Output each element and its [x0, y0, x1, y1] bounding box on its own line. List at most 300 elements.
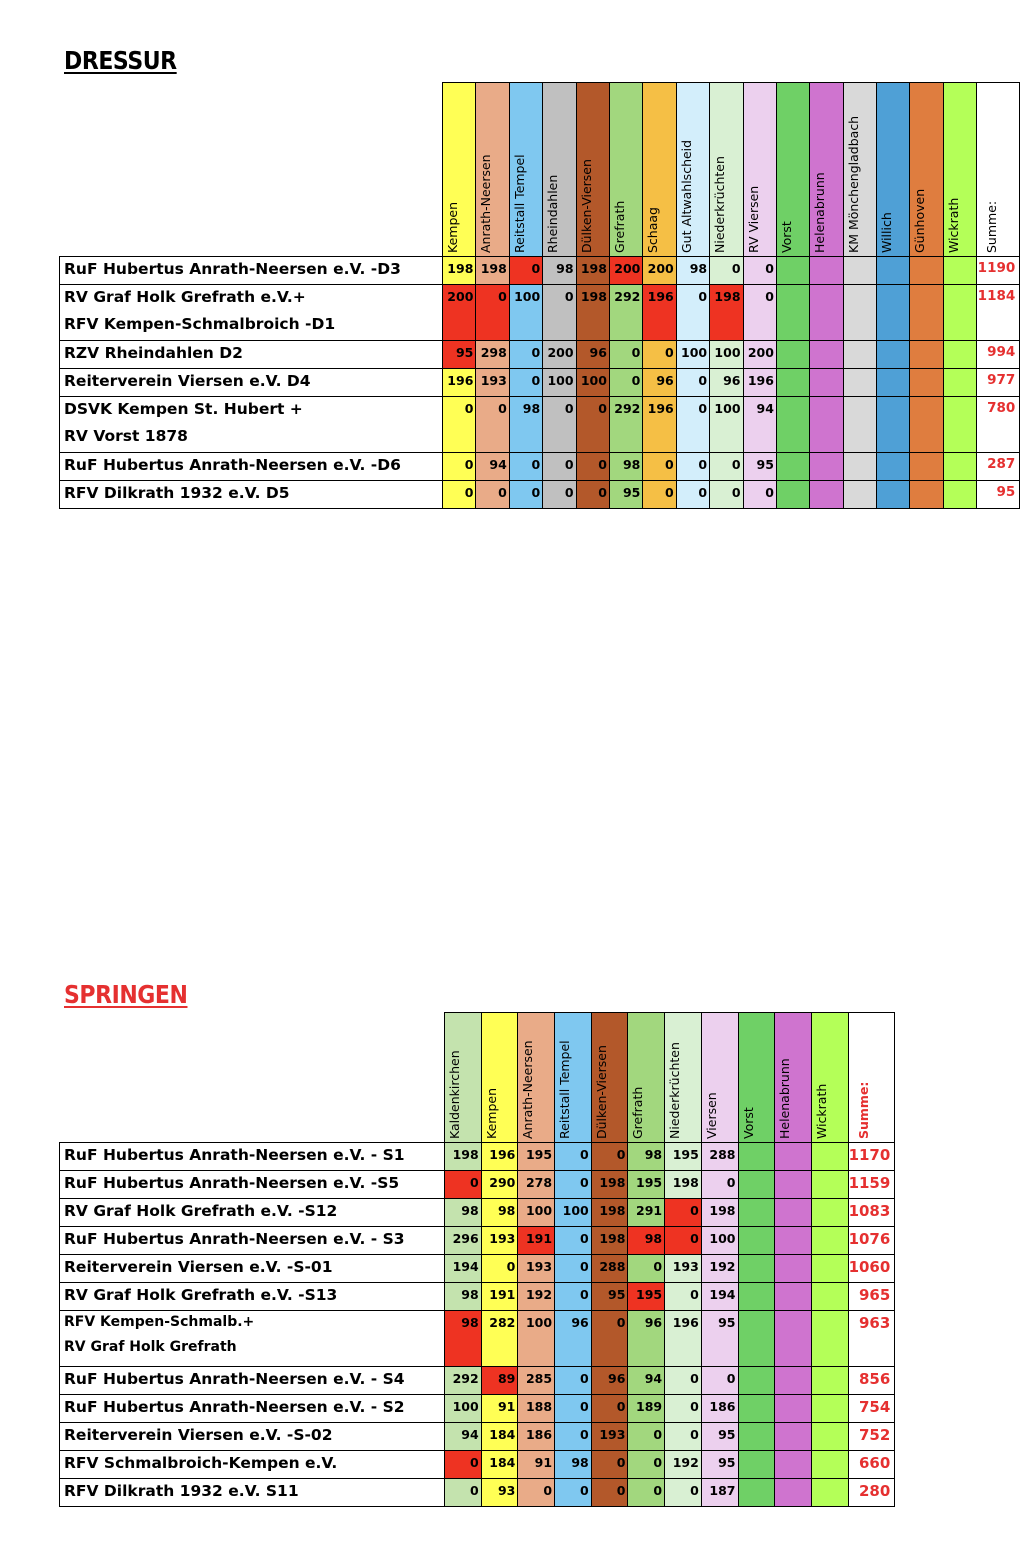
score-cell: 89 — [481, 1367, 518, 1395]
team-name-line: RV Graf Holk Grefrath e.V.+ — [64, 288, 306, 306]
score-cell: 200 — [543, 341, 576, 369]
score-cell — [738, 1367, 775, 1395]
column-header — [943, 83, 976, 257]
score-cell — [811, 1423, 848, 1451]
score-cell: 198 — [701, 1199, 738, 1227]
score-cell — [843, 369, 876, 397]
team-name — [60, 1395, 445, 1423]
team-name — [60, 1283, 445, 1311]
team-name — [60, 1479, 445, 1507]
score-cell: 0 — [443, 397, 476, 453]
column-header — [476, 83, 509, 257]
score-cell — [843, 285, 876, 341]
score-cell — [775, 1171, 812, 1199]
score-cell: 0 — [543, 453, 576, 481]
column-header-label: Reitstall Tempel — [511, 154, 527, 253]
score-cell: 0 — [609, 341, 642, 369]
team-name-line: Reiterverein Viersen e.V. D4 — [64, 372, 311, 390]
score-cell: 98 — [555, 1451, 592, 1479]
column-header — [843, 83, 876, 257]
score-cell: 0 — [609, 369, 642, 397]
column-header — [576, 83, 609, 257]
team-name — [60, 1255, 445, 1283]
score-cell — [738, 1395, 775, 1423]
score-cell: 186 — [518, 1423, 555, 1451]
sum-header — [848, 1013, 895, 1143]
score-cell: 194 — [701, 1283, 738, 1311]
score-cell: 292 — [609, 285, 642, 341]
sum-cell: 994 — [977, 341, 1020, 369]
score-cell: 0 — [710, 257, 743, 285]
score-cell — [910, 453, 943, 481]
column-header — [877, 83, 910, 257]
column-header — [743, 83, 776, 257]
table-row — [60, 1255, 895, 1283]
score-cell: 96 — [628, 1311, 665, 1367]
team-name — [60, 1171, 445, 1199]
column-header — [810, 83, 843, 257]
score-cell: 292 — [609, 397, 642, 453]
score-cell: 0 — [476, 481, 509, 509]
team-name-line: RuF Hubertus Anrath-Neersen e.V. - S2 — [64, 1398, 405, 1416]
score-cell — [810, 453, 843, 481]
score-cell — [738, 1311, 775, 1367]
score-cell: 0 — [476, 397, 509, 453]
score-cell — [738, 1451, 775, 1479]
team-name-line: RZV Rheindahlen D2 — [64, 344, 243, 362]
sum-cell: 1170 — [848, 1143, 895, 1171]
score-cell: 0 — [555, 1423, 592, 1451]
score-cell — [811, 1171, 848, 1199]
score-cell — [738, 1283, 775, 1311]
score-cell: 0 — [676, 369, 709, 397]
team-name — [60, 1367, 445, 1395]
score-cell — [943, 257, 976, 285]
score-cell — [775, 1311, 812, 1367]
score-cell: 0 — [643, 453, 676, 481]
score-cell: 196 — [643, 397, 676, 453]
column-header-label: Helenabrunn — [777, 1058, 793, 1139]
table-row — [60, 1143, 895, 1171]
score-cell: 193 — [476, 369, 509, 397]
table-row — [60, 1311, 895, 1367]
column-header-label: Dülken-Viersen — [578, 159, 594, 253]
score-cell: 193 — [591, 1423, 628, 1451]
column-header — [481, 1013, 518, 1143]
table-row — [60, 1451, 895, 1479]
column-header — [591, 1013, 628, 1143]
score-cell: 0 — [643, 481, 676, 509]
team-name-line: RuF Hubertus Anrath-Neersen e.V. - S3 — [64, 1230, 405, 1248]
score-cell: 0 — [445, 1479, 482, 1507]
score-cell: 0 — [591, 1395, 628, 1423]
score-cell: 96 — [591, 1367, 628, 1395]
score-cell: 196 — [643, 285, 676, 341]
score-cell: 198 — [591, 1227, 628, 1255]
dressur-title: DRESSUR — [64, 46, 177, 75]
sum-cell: 965 — [848, 1283, 895, 1311]
sum-cell: 95 — [977, 481, 1020, 509]
column-header — [543, 83, 576, 257]
score-cell: 0 — [555, 1143, 592, 1171]
score-cell: 195 — [628, 1283, 665, 1311]
team-name — [60, 1199, 445, 1227]
score-cell: 192 — [665, 1451, 702, 1479]
team-name-line: RuF Hubertus Anrath-Neersen e.V. -S5 — [64, 1174, 400, 1192]
score-cell: 0 — [445, 1171, 482, 1199]
score-cell: 0 — [628, 1479, 665, 1507]
score-cell: 96 — [576, 341, 609, 369]
score-cell: 200 — [743, 341, 776, 369]
sum-cell: 1083 — [848, 1199, 895, 1227]
score-cell: 100 — [701, 1227, 738, 1255]
score-cell: 98 — [628, 1227, 665, 1255]
score-cell — [943, 481, 976, 509]
score-cell: 98 — [543, 257, 576, 285]
team-name-line: RFV Dilkrath 1932 e.V. D5 — [64, 484, 290, 502]
team-name — [60, 1227, 445, 1255]
team-name-line: RuF Hubertus Anrath-Neersen e.V. - S4 — [64, 1370, 405, 1388]
column-header — [676, 83, 709, 257]
table-row — [60, 453, 1020, 481]
score-cell — [775, 1283, 812, 1311]
score-cell: 0 — [555, 1479, 592, 1507]
score-cell: 198 — [710, 285, 743, 341]
score-cell: 0 — [443, 481, 476, 509]
score-cell: 0 — [665, 1367, 702, 1395]
score-cell: 0 — [543, 481, 576, 509]
score-cell: 198 — [576, 257, 609, 285]
score-cell: 290 — [481, 1171, 518, 1199]
score-cell — [843, 257, 876, 285]
score-cell — [843, 397, 876, 453]
score-cell — [910, 341, 943, 369]
score-cell — [810, 341, 843, 369]
score-cell: 98 — [445, 1199, 482, 1227]
score-cell: 0 — [555, 1395, 592, 1423]
score-cell — [738, 1479, 775, 1507]
team-name-line: RFV Dilkrath 1932 e.V. S11 — [64, 1482, 299, 1500]
score-cell — [776, 257, 809, 285]
column-header-label: Grefrath — [611, 200, 627, 253]
score-cell: 98 — [509, 397, 542, 453]
score-cell: 98 — [628, 1143, 665, 1171]
table-row — [60, 1227, 895, 1255]
score-cell — [810, 257, 843, 285]
score-cell — [776, 285, 809, 341]
score-cell: 98 — [481, 1199, 518, 1227]
score-cell: 98 — [676, 257, 709, 285]
score-cell — [775, 1199, 812, 1227]
score-cell: 100 — [555, 1199, 592, 1227]
column-header-label: Schaag — [645, 207, 661, 253]
team-name — [60, 481, 443, 509]
score-cell: 0 — [743, 257, 776, 285]
score-cell — [775, 1255, 812, 1283]
score-cell: 288 — [591, 1255, 628, 1283]
score-cell: 0 — [676, 453, 709, 481]
team-name — [60, 397, 443, 453]
score-cell — [738, 1199, 775, 1227]
score-cell — [775, 1367, 812, 1395]
sum-cell: 856 — [848, 1367, 895, 1395]
column-header-label: Kempen — [445, 202, 460, 253]
score-cell — [843, 453, 876, 481]
score-cell: 0 — [701, 1367, 738, 1395]
score-cell: 96 — [643, 369, 676, 397]
column-header — [443, 83, 476, 257]
column-header — [665, 1013, 702, 1143]
score-cell: 195 — [628, 1171, 665, 1199]
column-header — [701, 1013, 738, 1143]
score-cell: 0 — [509, 369, 542, 397]
score-cell: 95 — [743, 453, 776, 481]
column-header — [609, 83, 642, 257]
sum-header — [977, 83, 1020, 257]
score-cell — [775, 1143, 812, 1171]
score-cell: 0 — [555, 1227, 592, 1255]
score-cell — [810, 397, 843, 453]
score-cell: 198 — [591, 1199, 628, 1227]
score-cell: 95 — [701, 1451, 738, 1479]
column-header-label: Wickrath — [813, 1083, 829, 1139]
score-cell: 94 — [628, 1367, 665, 1395]
score-cell — [775, 1479, 812, 1507]
score-cell: 196 — [743, 369, 776, 397]
column-header — [555, 1013, 592, 1143]
score-cell: 100 — [543, 369, 576, 397]
table-row — [60, 481, 1020, 509]
springen-title: SPRINGEN — [64, 980, 188, 1009]
score-cell — [910, 369, 943, 397]
team-name-line: RFV Kempen-Schmalbroich -D1 — [64, 315, 336, 333]
sum-cell: 1190 — [977, 257, 1020, 285]
score-cell: 196 — [665, 1311, 702, 1367]
score-cell: 95 — [591, 1283, 628, 1311]
team-name — [60, 1143, 445, 1171]
column-header-label: Vorst — [740, 1107, 756, 1139]
score-cell: 0 — [509, 341, 542, 369]
score-cell: 0 — [643, 341, 676, 369]
score-cell: 0 — [445, 1451, 482, 1479]
score-cell: 0 — [628, 1423, 665, 1451]
sum-cell: 963 — [848, 1311, 895, 1367]
score-cell: 100 — [710, 397, 743, 453]
score-cell — [943, 453, 976, 481]
column-header-label: Kempen — [483, 1088, 499, 1139]
score-cell: 0 — [665, 1479, 702, 1507]
score-cell — [877, 341, 910, 369]
score-cell: 0 — [710, 453, 743, 481]
score-cell: 198 — [476, 257, 509, 285]
score-cell: 0 — [518, 1479, 555, 1507]
table-row — [60, 1199, 895, 1227]
team-name-line: Reiterverein Viersen e.V. -S-01 — [64, 1258, 333, 1276]
table-row — [60, 285, 1020, 341]
score-cell: 0 — [591, 1479, 628, 1507]
table-row — [60, 1367, 895, 1395]
score-cell: 198 — [443, 257, 476, 285]
score-cell: 91 — [518, 1451, 555, 1479]
column-header-label: Anrath-Neersen — [520, 1040, 536, 1139]
score-cell: 196 — [443, 369, 476, 397]
score-cell: 296 — [445, 1227, 482, 1255]
team-name-line: RFV Schmalbroich-Kempen e.V. — [64, 1454, 338, 1472]
score-cell — [776, 453, 809, 481]
column-header — [509, 83, 542, 257]
score-cell — [943, 397, 976, 453]
score-cell: 194 — [445, 1255, 482, 1283]
team-name — [60, 369, 443, 397]
score-cell: 0 — [743, 285, 776, 341]
column-header — [738, 1013, 775, 1143]
score-cell: 189 — [628, 1395, 665, 1423]
sum-cell: 1060 — [848, 1255, 895, 1283]
score-cell: 0 — [591, 1143, 628, 1171]
score-cell: 193 — [481, 1227, 518, 1255]
score-cell — [843, 341, 876, 369]
springen-table — [59, 1012, 895, 1507]
header-blank — [60, 83, 443, 257]
score-cell — [877, 257, 910, 285]
table-row — [60, 369, 1020, 397]
score-cell: 100 — [509, 285, 542, 341]
sum-cell: 780 — [977, 397, 1020, 453]
sum-cell: 977 — [977, 369, 1020, 397]
score-cell: 94 — [445, 1423, 482, 1451]
score-cell: 198 — [576, 285, 609, 341]
score-cell: 0 — [628, 1451, 665, 1479]
score-cell: 278 — [518, 1171, 555, 1199]
column-header-label: Helenabrunn — [812, 172, 828, 253]
team-name — [60, 453, 443, 481]
team-name — [60, 257, 443, 285]
table-row — [60, 1423, 895, 1451]
table-row — [60, 341, 1020, 369]
table-row — [60, 257, 1020, 285]
sum-cell: 752 — [848, 1423, 895, 1451]
score-cell — [910, 285, 943, 341]
score-cell — [943, 285, 976, 341]
sum-header-label: Summe: — [984, 200, 1000, 253]
score-cell: 94 — [476, 453, 509, 481]
table-row — [60, 397, 1020, 453]
score-cell: 0 — [591, 1451, 628, 1479]
score-cell — [738, 1171, 775, 1199]
team-name-line: RV Vorst 1878 — [64, 427, 188, 445]
score-cell: 192 — [701, 1255, 738, 1283]
score-cell: 186 — [701, 1395, 738, 1423]
column-header-label: Günhoven — [912, 188, 928, 253]
header-blank — [60, 1013, 445, 1143]
score-cell — [877, 285, 910, 341]
score-cell: 0 — [591, 1311, 628, 1367]
score-cell: 288 — [701, 1143, 738, 1171]
score-cell — [811, 1311, 848, 1367]
sum-header-label: Summe: — [855, 1081, 871, 1139]
column-header — [518, 1013, 555, 1143]
score-cell — [811, 1283, 848, 1311]
score-cell: 0 — [576, 453, 609, 481]
score-cell: 0 — [743, 481, 776, 509]
score-cell: 193 — [665, 1255, 702, 1283]
sum-cell: 754 — [848, 1395, 895, 1423]
score-cell — [775, 1227, 812, 1255]
team-name-line: RV Graf Holk Grefrath e.V. -S13 — [64, 1286, 338, 1304]
score-cell — [776, 481, 809, 509]
score-cell: 95 — [443, 341, 476, 369]
score-cell: 0 — [555, 1171, 592, 1199]
column-header-label: Anrath-Neersen — [478, 154, 494, 253]
score-cell: 98 — [445, 1311, 482, 1367]
score-cell — [776, 369, 809, 397]
score-cell: 100 — [676, 341, 709, 369]
team-name-line: RFV Kempen-Schmalb.+ — [64, 1314, 255, 1330]
score-cell: 0 — [676, 285, 709, 341]
score-cell: 91 — [481, 1395, 518, 1423]
score-cell — [877, 397, 910, 453]
column-header-label: Rheindahlen — [545, 174, 561, 253]
score-cell — [738, 1227, 775, 1255]
score-cell: 282 — [481, 1311, 518, 1367]
team-name-line: DSVK Kempen St. Hubert + — [64, 400, 303, 418]
score-cell: 0 — [555, 1283, 592, 1311]
score-cell: 96 — [710, 369, 743, 397]
score-cell: 198 — [445, 1143, 482, 1171]
score-cell: 285 — [518, 1367, 555, 1395]
score-cell — [877, 369, 910, 397]
team-name — [60, 1451, 445, 1479]
score-cell: 0 — [476, 285, 509, 341]
score-cell: 191 — [481, 1283, 518, 1311]
score-cell — [843, 481, 876, 509]
score-cell: 0 — [628, 1255, 665, 1283]
score-cell: 0 — [481, 1255, 518, 1283]
score-cell: 93 — [481, 1479, 518, 1507]
score-cell: 192 — [518, 1283, 555, 1311]
score-cell — [910, 257, 943, 285]
score-cell: 188 — [518, 1395, 555, 1423]
column-header-label: Willich — [879, 212, 895, 253]
score-cell — [811, 1255, 848, 1283]
score-cell — [738, 1423, 775, 1451]
column-header-label: KM Mönchengladbach — [845, 115, 861, 253]
column-header-label: Vorst — [778, 221, 794, 253]
column-header-label: Wickrath — [945, 197, 961, 253]
score-cell: 95 — [701, 1423, 738, 1451]
score-cell — [943, 369, 976, 397]
score-cell: 100 — [518, 1199, 555, 1227]
score-cell: 100 — [518, 1311, 555, 1367]
column-header — [628, 1013, 665, 1143]
score-cell: 0 — [665, 1283, 702, 1311]
score-cell — [775, 1423, 812, 1451]
sum-cell: 287 — [977, 453, 1020, 481]
score-cell — [811, 1367, 848, 1395]
column-header-label: Niederkrüchten — [712, 156, 728, 253]
score-cell: 98 — [609, 453, 642, 481]
sum-cell: 1159 — [848, 1171, 895, 1199]
score-cell — [943, 341, 976, 369]
score-cell — [776, 341, 809, 369]
team-name-line: RuF Hubertus Anrath-Neersen e.V. - S1 — [64, 1146, 405, 1164]
score-cell: 184 — [481, 1423, 518, 1451]
team-name — [60, 341, 443, 369]
score-cell: 0 — [676, 481, 709, 509]
score-cell: 196 — [481, 1143, 518, 1171]
column-header — [910, 83, 943, 257]
team-name-line: RV Graf Holk Grefrath — [64, 1339, 237, 1355]
